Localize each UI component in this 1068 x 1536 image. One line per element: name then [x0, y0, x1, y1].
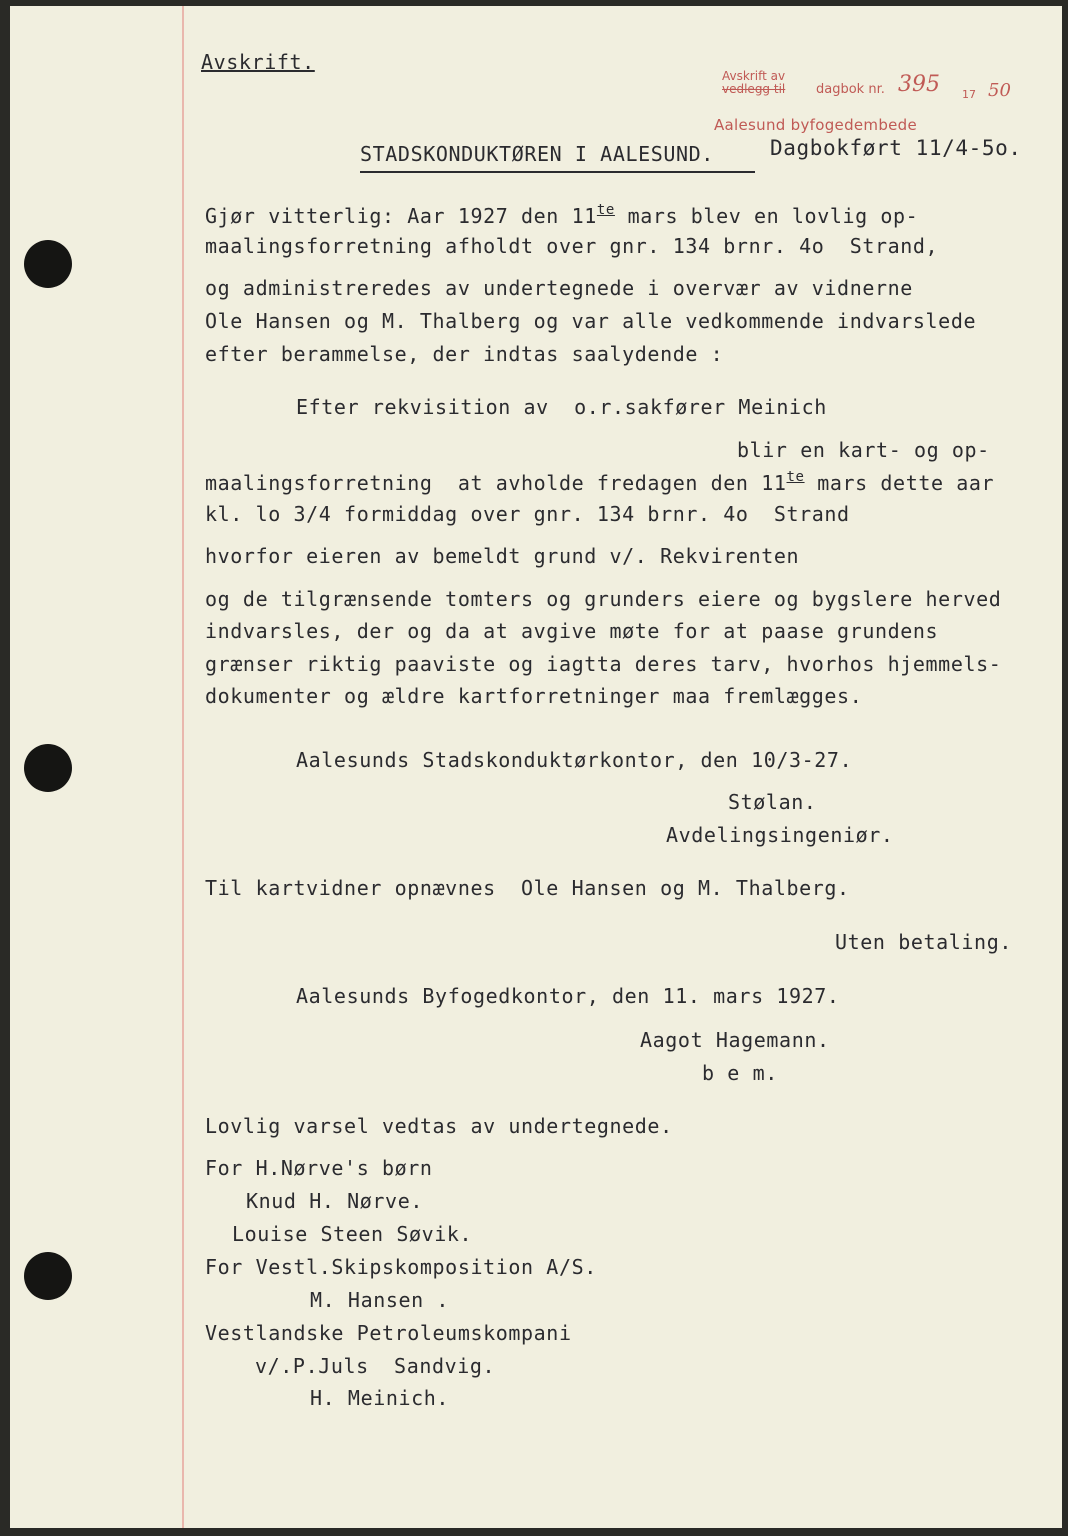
place-date: Aalesunds Stadskonduktørkontor, den 10/3-27. [296, 748, 853, 772]
body-line: og administreredes av undertegnede i overvær av vidnerne [205, 276, 913, 300]
body-line: maalingsforretning at avholde fredagen den $11^{te}$ mars dette aar [205, 469, 995, 495]
body-line: Gjør vitterlig: Aar 1927 den $11^{te}$ mars blev en lovlig op- [205, 202, 919, 228]
body-line: Lovlig varsel vedtas av undertegnede. [205, 1114, 673, 1138]
signatory-line: M. Hansen . [310, 1288, 450, 1312]
body-line: og de tilgrænsende tomters og grunders eiere og bygslere herved [205, 587, 1002, 611]
punch-hole-middle [24, 744, 72, 792]
signatory-line: v/.P.Juls Sandvig. [255, 1354, 496, 1378]
stamp-avskrift: Avskrift av [722, 69, 786, 83]
punch-hole-bottom [24, 1252, 72, 1300]
signatory-line: H. Meinich. [310, 1386, 450, 1410]
signature-name: Stølan. [728, 790, 817, 814]
signatory-line: For Vestl.Skipskomposition A/S. [205, 1255, 597, 1279]
stamp-year: 50 [988, 80, 1011, 101]
document-page [10, 6, 1062, 1528]
dagbokfort-note: Dagbokført 11/4-5o. [770, 136, 1022, 160]
body-line: dokumenter og ældre kartforretninger maa fremlægges. [205, 684, 863, 708]
body-line: efter berammelse, der indtas saalydende : [205, 342, 724, 366]
body-line: grænser riktig paaviste og iagtta deres tarv, hvorhos hjemmels- [205, 652, 1002, 676]
signatory-line: For H.Nørve's børn [205, 1156, 433, 1180]
body-line: Efter rekvisition av o.r.sakfører Meinich [296, 395, 827, 419]
stamp-dagbok: dagbok nr. [816, 82, 885, 97]
signatory-line: Knud H. Nørve. [246, 1189, 423, 1213]
stamp-small: 17 [962, 88, 976, 101]
signature-title: b e m. [702, 1061, 778, 1085]
stamp-vedlegg: vedlegg til [722, 82, 786, 96]
signatory-line: Louise Steen Søvik. [232, 1222, 473, 1246]
body-line: maalingsforretning afholdt over gnr. 134 brnr. 4o Strand, [205, 234, 939, 258]
signatory-line: Vestlandske Petroleumskompani [205, 1321, 572, 1345]
body-line: hvorfor eieren av bemeldt grund v/. Rekvirenten [205, 544, 800, 568]
signature-name: Aagot Hagemann. [640, 1028, 830, 1052]
body-line: Ole Hansen og M. Thalberg og var alle vedkommende indvarslede [205, 309, 977, 333]
place-date: Aalesunds Byfogedkontor, den 11. mars 1927. [296, 984, 840, 1008]
stamp-number: 395 [898, 72, 940, 97]
document-heading: STADSKONDUKTØREN I AALESUND. [360, 142, 714, 166]
body-line: kl. lo 3/4 formiddag over gnr. 134 brnr. 4o Strand [205, 502, 850, 526]
body-line: Til kartvidner opnævnes Ole Hansen og M. Thalberg. [205, 876, 850, 900]
body-line: blir en kart- og op- [737, 438, 990, 462]
signature-title: Avdelingsingeniør. [666, 823, 894, 847]
avskrift-label: Avskrift. [201, 50, 315, 74]
punch-hole-top [24, 240, 72, 288]
heading-underline [360, 171, 755, 173]
stamp-office: Aalesund byfogedembede [714, 116, 918, 134]
registry-stamp [722, 70, 785, 96]
fee-note: Uten betaling. [835, 930, 1012, 954]
body-line: indvarsles, der og da at avgive møte for at paase grundens [205, 619, 939, 643]
margin-rule [182, 6, 184, 1528]
